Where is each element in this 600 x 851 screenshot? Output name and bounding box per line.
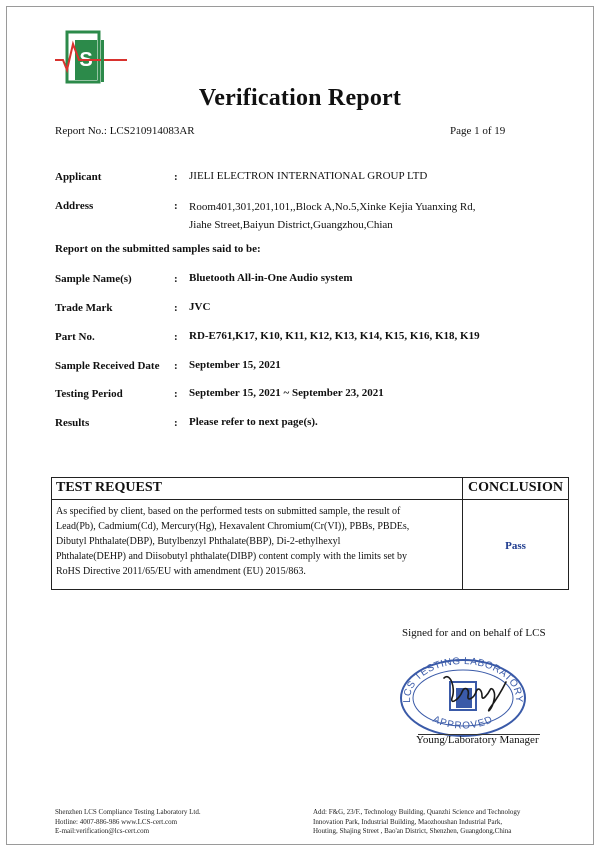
results-value: Please refer to next page(s). — [189, 416, 318, 428]
footer-line: E-mail:verification@lcs-cert.com — [55, 827, 150, 835]
testing-period-colon: : — [174, 388, 178, 400]
test-request-line: RoHS Directive 2011/65/EU with amendment (EU) 2015/863. — [56, 566, 306, 577]
svg-text:APPROVED — [431, 714, 495, 732]
sample-name-label: Sample Name(s) — [55, 273, 132, 285]
test-request-line: Lead(Pb), Cadmium(Cd), Mercury(Hg), Hexavalent Chromium(Cr(VI)), PBBs, PBDEs, — [56, 521, 410, 532]
applicant-label: Applicant — [55, 171, 102, 183]
conclusion-header: CONCLUSION — [463, 478, 568, 500]
footer-line: Innovation Park, Industrial Building, Maozhoushan Industrial Park, — [313, 817, 503, 826]
part-no-value: RD-E761,K17, K10, K11, K12, K13, K14, K15, K16, K18, K19 — [189, 330, 480, 342]
testing-period-label: Testing Period — [55, 388, 123, 400]
address-colon: : — [174, 200, 178, 212]
footer-address — [313, 808, 520, 837]
address-line-1: Room401,301,201,101,,Block A,No.5,Xinke Kejia Yuanxing Rd, — [189, 201, 476, 213]
trade-mark-colon: : — [174, 302, 178, 314]
results-label: Results — [55, 417, 90, 429]
test-request-line: Phthalate(DEHP) and Diisobutyl phthalate(DIBP) content comply with the limits set by — [56, 551, 408, 562]
signed-on-behalf: Signed for and on behalf of LCS — [402, 627, 546, 639]
received-date-label: Sample Received Date — [55, 360, 160, 372]
received-date-colon: : — [174, 360, 178, 372]
address-line-2: Jiahe Street,Baiyun District,Guangzhou,Chian — [189, 219, 393, 231]
trade-mark-value: JVC — [189, 301, 211, 313]
stamp-top-text: LCS TESTING LABORATORY — [401, 656, 525, 703]
applicant-colon: : — [174, 171, 178, 183]
report-number: Report No.: LCS210914083AR — [55, 125, 195, 137]
results-colon: : — [174, 417, 178, 429]
part-no-colon: : — [174, 331, 178, 343]
handwritten-signature — [440, 668, 510, 716]
applicant-value: JIELI ELECTRON INTERNATIONAL GROUP LTD — [189, 170, 428, 182]
lcs-logo — [55, 30, 127, 86]
trade-mark-label: Trade Mark — [55, 302, 113, 314]
samples-heading: Report on the submitted samples said to be: — [55, 243, 261, 255]
part-no-label: Part No. — [55, 331, 95, 343]
footer-line: Shenzhen LCS Compliance Testing Laboratory Ltd. — [55, 808, 201, 816]
conclusion-value: Pass — [505, 540, 526, 552]
test-request-table — [51, 477, 569, 590]
footer-line: Hotline: 4007-886-986 www.LCS-cert.com — [55, 817, 178, 826]
test-request-header: TEST REQUEST — [52, 478, 463, 500]
footer-line: Houting, Shajing Street , Bao'an District, Shenzhen, Guangdong,China — [313, 827, 512, 835]
sample-name-value: Bluetooth All-in-One Audio system — [189, 272, 353, 284]
svg-text:S: S — [79, 49, 93, 71]
test-request-line: As specified by client, based on the performed tests on submitted sample, the result of — [56, 506, 401, 517]
stamp-bottom-text: APPROVED — [430, 714, 496, 732]
footer-line: Add: F&G, 23/F., Technology Building, Quanzhi Science and Technology — [313, 808, 521, 816]
address-label: Address — [55, 200, 94, 212]
testing-period-value: September 15, 2021 ~ September 23, 2021 — [189, 387, 384, 399]
footer-lab-info — [55, 808, 201, 837]
page-number: Page 1 of 19 — [450, 125, 506, 137]
signer-title: Young/Laboratory Manager — [416, 734, 539, 746]
received-date-value: September 15, 2021 — [189, 359, 281, 371]
sample-name-colon: : — [174, 273, 178, 285]
test-request-line: Dibutyl Phthalate(DBP), Butylbenzyl Phthalate(BBP), Di-2-ethylhexyl — [56, 536, 341, 547]
test-request-text — [52, 500, 463, 589]
page-title: Verification Report — [198, 85, 402, 111]
